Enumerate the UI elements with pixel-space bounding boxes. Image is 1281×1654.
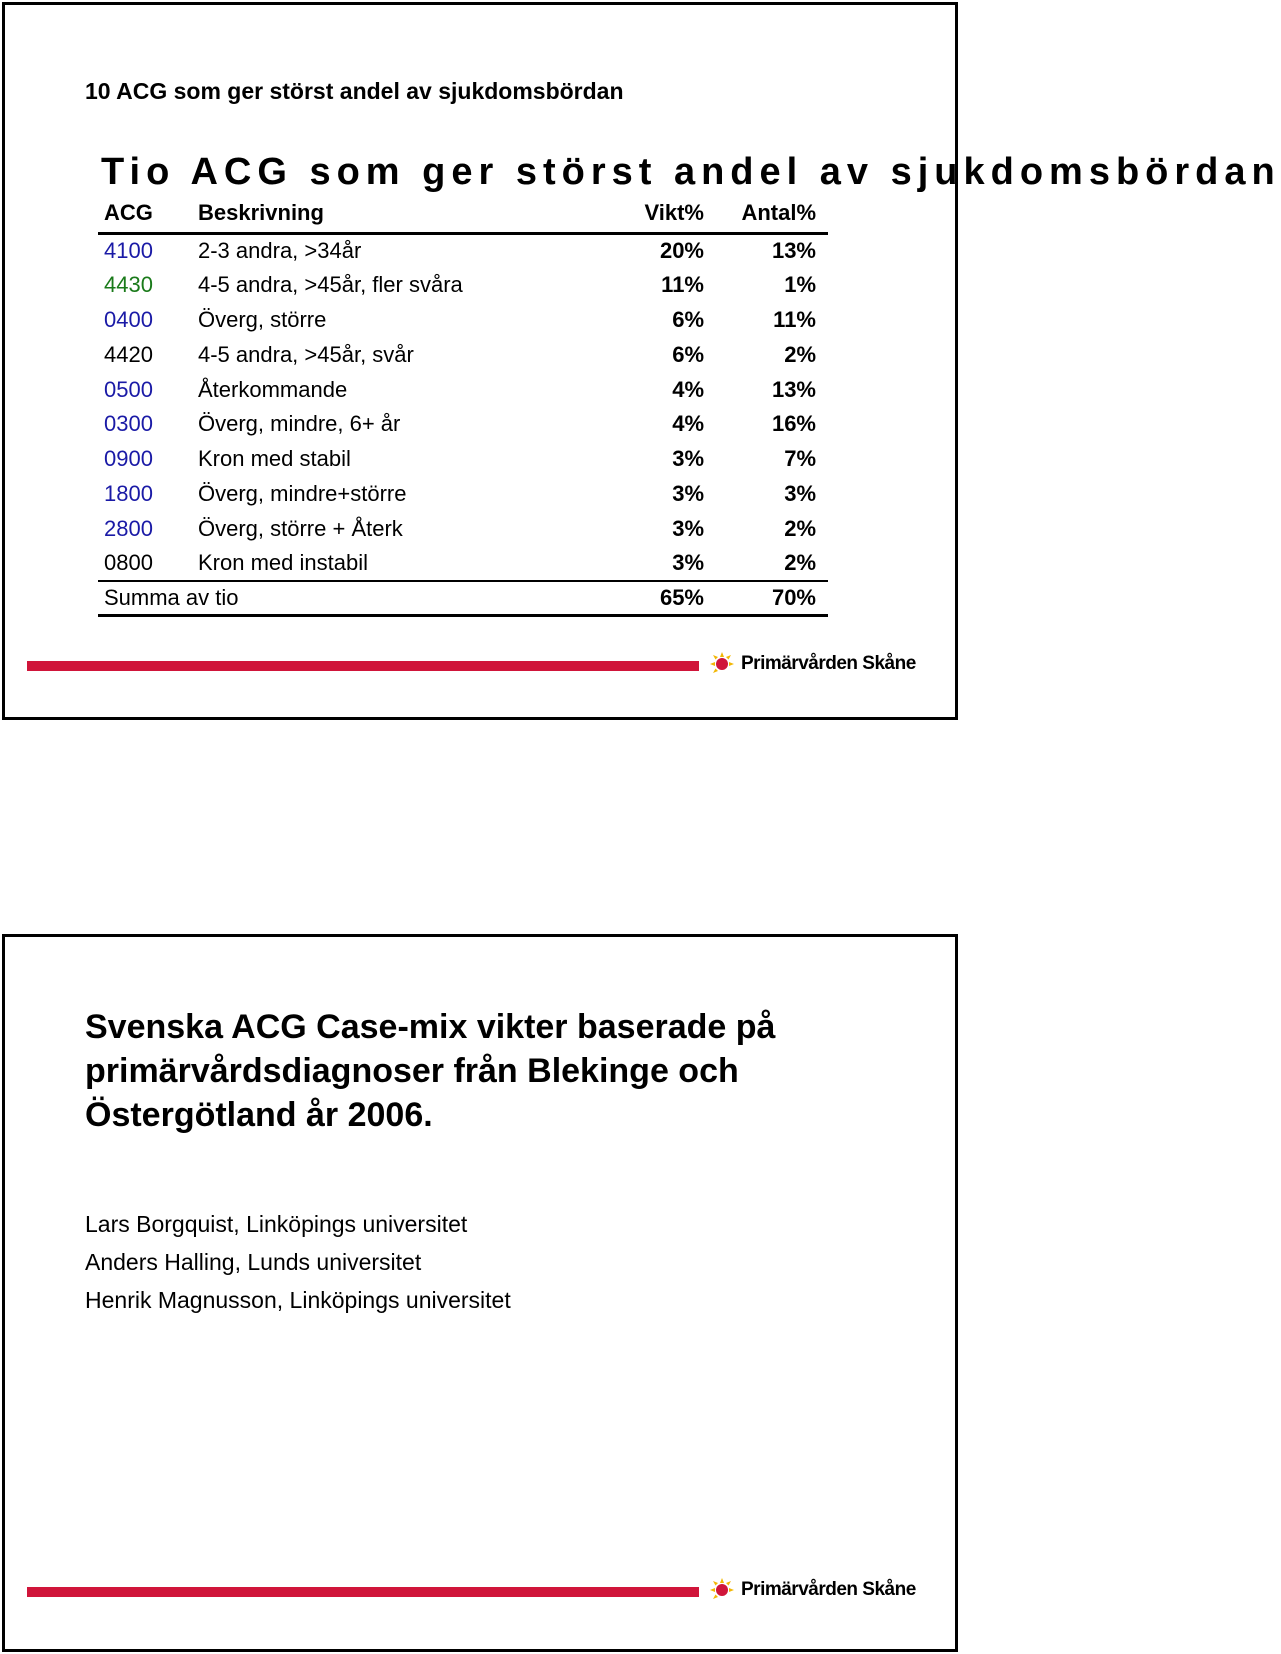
weight-cell: 4% — [672, 376, 704, 402]
acg-code-cell: 0500 — [104, 376, 153, 402]
acg-code-cell: 1800 — [104, 480, 153, 506]
weight-cell: 3% — [672, 550, 704, 576]
table-row — [98, 268, 828, 303]
count-cell: 1% — [784, 272, 816, 298]
description-cell: 2-3 andra, >34år — [198, 238, 362, 264]
footer-red-bar — [27, 661, 699, 671]
slide-title-page — [2, 934, 958, 1652]
table-row — [98, 233, 828, 268]
summary-row — [98, 581, 828, 616]
presentation-title: Svenska ACG Case-mix vikter baserade på primärvårdsdiagnoser från Blekinge och Östergötland år 2006. — [85, 1008, 776, 1134]
summary-count: 70% — [716, 581, 828, 616]
header-acg: ACG — [98, 195, 194, 233]
ghost-title-remnant — [101, 151, 1281, 193]
acg-code-cell: 0800 — [104, 550, 153, 576]
author-line: Anders Halling, Lunds universitet — [85, 1249, 422, 1275]
primarvarden-sun-logo-icon — [709, 1577, 735, 1603]
author-line: Lars Borgquist, Linköpings universitet — [85, 1211, 468, 1237]
slide-title: 10 ACG som ger störst andel av sjukdomsbördan — [85, 78, 624, 104]
table-row — [98, 303, 828, 338]
description-cell: Överg, mindre+större — [198, 480, 407, 506]
description-cell: Återkommande — [198, 376, 348, 402]
primarvarden-sun-logo-icon — [709, 651, 735, 677]
description-cell: Överg, mindre, 6+ år — [198, 411, 401, 437]
acg-code-cell: 0900 — [104, 446, 153, 472]
count-cell: 13% — [771, 376, 816, 402]
header-antal: Antal% — [716, 195, 828, 233]
table-body — [98, 233, 828, 581]
table-row — [98, 546, 828, 581]
weight-cell: 4% — [672, 411, 704, 437]
header-beskrivning: Beskrivning — [194, 195, 614, 233]
description-cell: Överg, större + Återk — [198, 515, 403, 541]
count-cell: 2% — [784, 550, 816, 576]
count-cell: 11% — [773, 306, 816, 332]
acg-code-cell: 4100 — [104, 238, 153, 264]
description-cell: Överg, större — [198, 306, 327, 332]
table-header-row — [98, 195, 828, 233]
footer-red-bar — [27, 1587, 699, 1597]
acg-code-cell: 2800 — [104, 515, 153, 541]
slide-acg-table — [2, 2, 1281, 720]
header-vikt: Vikt% — [614, 195, 716, 233]
acg-code-cell: 0400 — [104, 306, 153, 332]
table-row — [98, 407, 828, 442]
count-cell: 2% — [784, 341, 816, 367]
table-row — [98, 442, 828, 477]
table-row — [98, 372, 828, 407]
weight-cell: 6% — [672, 341, 704, 367]
weight-cell: 3% — [672, 446, 704, 472]
count-cell: 3% — [784, 480, 816, 506]
ghost-title-text: Tio ACG som ger störst andel av sjukdomsbördan — [101, 151, 1281, 193]
description-cell: Kron med stabil — [198, 446, 351, 472]
count-cell: 2% — [784, 515, 816, 541]
weight-cell: 20% — [659, 238, 704, 264]
logo — [709, 1577, 916, 1603]
logo-text: Primärvården Skåne — [741, 1579, 916, 1600]
summary-weight: 65% — [614, 581, 716, 616]
acg-code-cell: 4420 — [104, 341, 153, 367]
table-row — [98, 477, 828, 512]
count-cell: 16% — [771, 411, 816, 437]
description-cell: 4-5 andra, >45år, fler svåra — [198, 272, 463, 298]
weight-cell: 11% — [661, 272, 704, 298]
acg-code-cell: 0300 — [104, 411, 153, 437]
acg-code-cell: 4430 — [104, 272, 153, 298]
authors-list — [85, 1205, 511, 1319]
weight-cell: 3% — [672, 515, 704, 541]
description-cell: 4-5 andra, >45år, svår — [198, 341, 414, 367]
author-line: Henrik Magnusson, Linköpings universitet — [85, 1287, 511, 1313]
count-cell: 13% — [771, 238, 816, 264]
acg-table — [98, 195, 828, 617]
weight-cell: 6% — [672, 306, 704, 332]
table-row — [98, 511, 828, 546]
count-cell: 7% — [784, 446, 816, 472]
logo-text: Primärvården Skåne — [741, 653, 916, 674]
description-cell: Kron med instabil — [198, 550, 368, 576]
table-row — [98, 337, 828, 372]
weight-cell: 3% — [672, 480, 704, 506]
summary-label: Summa av tio — [98, 581, 614, 616]
logo — [709, 651, 916, 677]
